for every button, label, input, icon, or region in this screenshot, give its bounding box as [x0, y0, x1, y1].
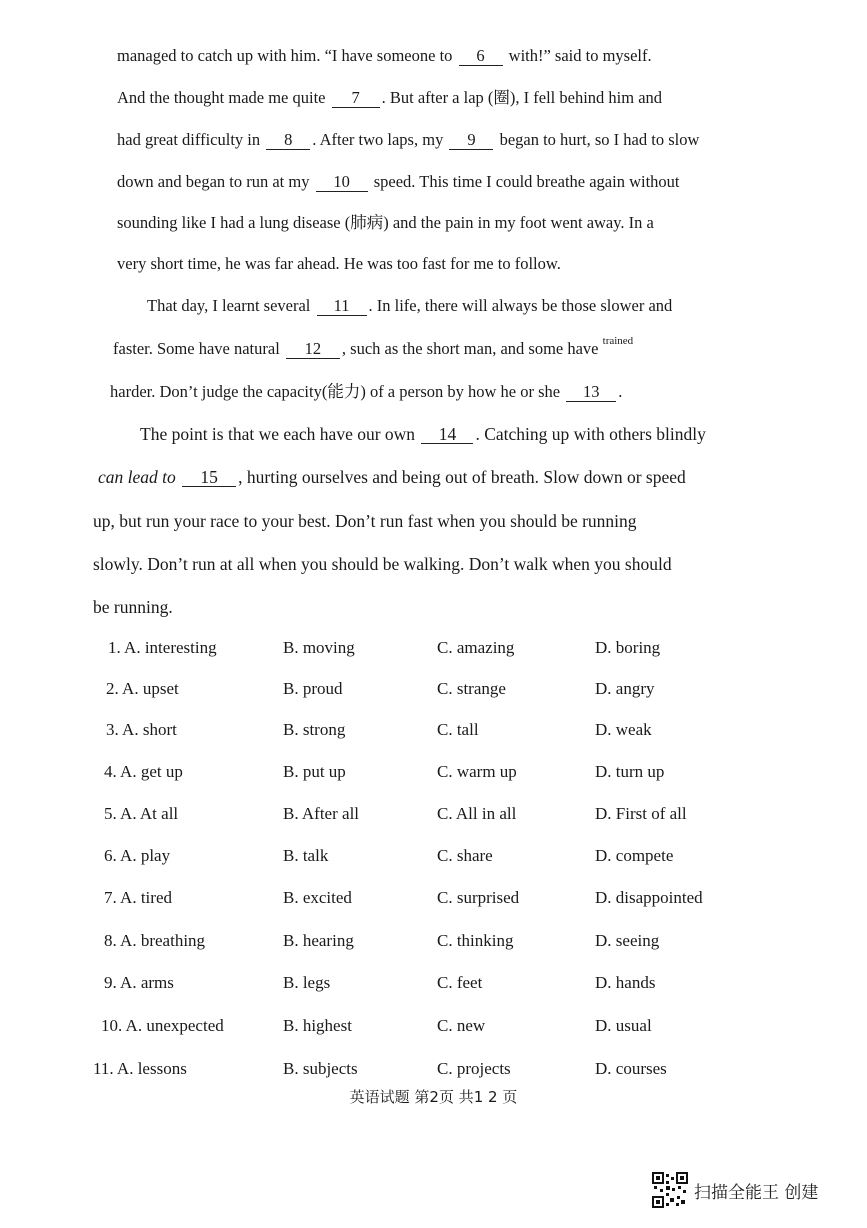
option-a: 2. A. upset — [106, 679, 179, 698]
option-b: B. hearing — [283, 931, 354, 950]
option-b: B. legs — [283, 973, 331, 992]
option-d: D. weak — [595, 720, 652, 739]
text-segment: That day, I learnt several — [147, 296, 311, 315]
superscript-word: trained — [602, 335, 634, 347]
option-d: D. angry — [595, 679, 655, 698]
option-c: C. tall — [437, 720, 479, 739]
option-c: C. thinking — [437, 931, 514, 950]
scanner-label: 扫描全能王 创建 — [694, 1182, 819, 1203]
option-a: 9. A. arms — [104, 973, 174, 992]
blank-13: 13 — [566, 383, 616, 402]
blank-15: 15 — [182, 468, 236, 487]
option-a: 11. A. lessons — [93, 1059, 187, 1078]
option-b: B. strong — [283, 720, 346, 739]
passage-line-8 — [113, 335, 634, 361]
option-c: C. projects — [437, 1059, 511, 1078]
option-a: 5. A. At all — [104, 804, 179, 823]
scanner-watermark — [652, 1172, 818, 1208]
option-c: C. feet — [437, 973, 483, 992]
option-c: C. All in all — [437, 804, 517, 823]
option-b: B. After all — [283, 804, 360, 823]
option-c: C. surprised — [437, 888, 520, 907]
text-segment: can lead to — [98, 467, 176, 487]
text-segment: , such as the short man, and some have — [341, 339, 599, 358]
option-d: D. boring — [595, 638, 661, 657]
option-c: C. amazing — [437, 638, 515, 657]
text-segment: with!” said to myself. — [508, 46, 652, 65]
text-segment: . But after a lap (圈), I fell behind him and — [381, 88, 663, 107]
option-a: 8. A. breathing — [104, 931, 206, 950]
text-segment: , hurting ourselves and being out of breath. Slow down or speed — [238, 467, 686, 487]
passage-line-10 — [140, 424, 706, 444]
passage-line-9 — [110, 382, 622, 402]
text-segment: be running. — [93, 597, 173, 617]
option-c: C. new — [437, 1016, 486, 1035]
option-a: 7. A. tired — [104, 888, 172, 907]
passage-line-11 — [98, 467, 686, 487]
option-d: D. compete — [595, 846, 674, 865]
option-b: B. highest — [283, 1016, 352, 1035]
option-d: D. turn up — [595, 762, 665, 781]
option-d: D. hands — [595, 973, 656, 992]
option-d: D. courses — [595, 1059, 667, 1078]
passage-line-6 — [117, 254, 561, 274]
passage-line-12 — [93, 511, 637, 531]
blank-8: 8 — [266, 131, 310, 150]
qr-code-icon — [652, 1172, 688, 1208]
text-segment: slowly. Don’t run at all when you should be walking. Don’t walk when you should — [93, 554, 672, 574]
option-d: D. seeing — [595, 931, 660, 950]
blank-6: 6 — [459, 47, 503, 66]
option-d: D. usual — [595, 1016, 652, 1035]
passage-line-3 — [117, 130, 699, 150]
option-a: 4. A. get up — [104, 762, 183, 781]
passage-line-2 — [117, 88, 662, 108]
text-segment: speed. This time I could breathe again without — [373, 172, 680, 191]
option-b: B. proud — [283, 679, 343, 698]
page-footer: 英语试题 第2页 共1 2 页 — [349, 1088, 518, 1106]
option-b: B. talk — [283, 846, 329, 865]
passage-line-7 — [147, 296, 672, 316]
text-segment: very short time, he was far ahead. He was too fast for me to follow. — [117, 254, 561, 273]
text-segment: down and began to run at my — [117, 172, 310, 191]
option-a: 6. A. play — [104, 846, 171, 865]
text-segment: had great difficulty in — [117, 130, 261, 149]
text-segment: And the thought made me quite — [117, 88, 326, 107]
text-segment: up, but run your race to your best. Don’t run fast when you should be running — [93, 511, 637, 531]
text-segment: managed to catch up with him. “I have someone to — [117, 46, 453, 65]
blank-12: 12 — [286, 340, 340, 359]
passage-line-14 — [93, 597, 173, 617]
passage-line-1 — [117, 46, 652, 66]
option-b: B. moving — [283, 638, 355, 657]
passage-line-5 — [117, 213, 654, 233]
option-b: B. subjects — [283, 1059, 358, 1078]
blank-10: 10 — [316, 173, 368, 192]
option-a: 10. A. unexpected — [101, 1016, 224, 1035]
option-a: 3. A. short — [106, 720, 177, 739]
blank-7: 7 — [332, 89, 380, 108]
blank-14: 14 — [421, 425, 473, 444]
text-segment: faster. Some have natural — [113, 339, 280, 358]
text-segment: . In life, there will always be those slower and — [368, 296, 673, 315]
blank-9: 9 — [449, 131, 493, 150]
text-segment: The point is that we each have our own — [140, 424, 416, 444]
option-c: C. warm up — [437, 762, 517, 781]
text-segment: . After two laps, my — [312, 130, 444, 149]
blank-11: 11 — [317, 297, 367, 316]
passage-line-13 — [93, 554, 672, 574]
option-d: D. First of all — [595, 804, 687, 823]
option-d: D. disappointed — [595, 888, 703, 907]
text-segment: . — [618, 382, 623, 401]
option-b: B. excited — [283, 888, 352, 907]
passage-line-4 — [117, 172, 680, 192]
option-c: C. share — [437, 846, 493, 865]
option-c: C. strange — [437, 679, 506, 698]
option-a: 1. A. interesting — [108, 638, 217, 657]
text-segment: sounding like I had a lung disease (肺病) and the pain in my foot went away. In a — [117, 213, 654, 232]
option-b: B. put up — [283, 762, 346, 781]
text-segment: harder. Don’t judge the capacity(能力) of a person by how he or she — [110, 382, 561, 401]
text-segment: . Catching up with others blindly — [475, 424, 706, 444]
text-segment: began to hurt, so I had to slow — [499, 130, 700, 149]
